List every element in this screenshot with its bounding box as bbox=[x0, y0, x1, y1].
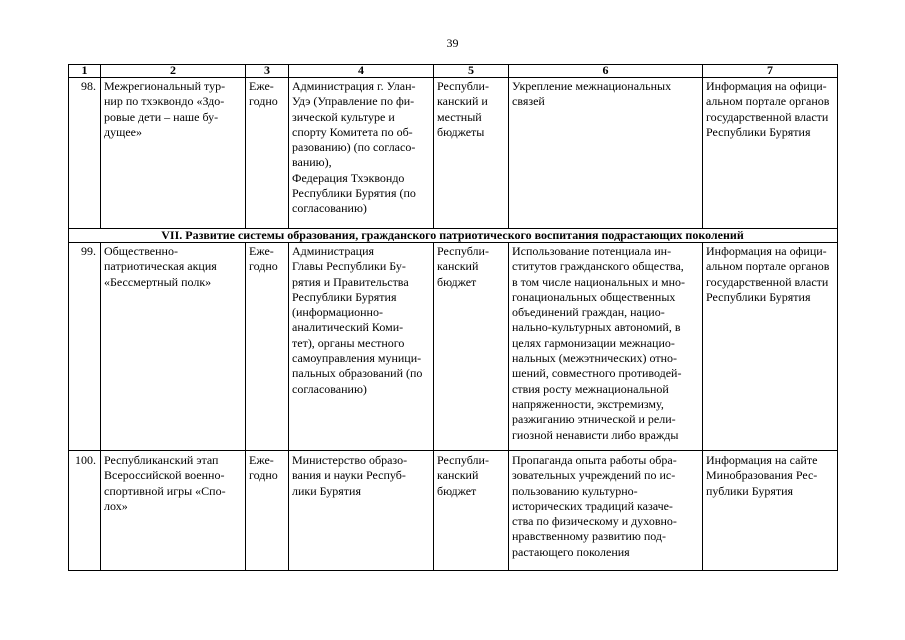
column-header-3: 3 bbox=[264, 64, 270, 77]
row-number: 100. bbox=[75, 453, 96, 467]
event-funding: Республи- канский бюджет bbox=[437, 453, 489, 498]
event-funding: Республи- канский и местный бюджеты bbox=[437, 79, 489, 139]
column-header-2: 2 bbox=[170, 64, 176, 77]
event-executor: Администрация Главы Республики Бу- рятия и Правительства Республики Бурятия (информационно- аналитический Коми- тет), органы местного самоуправления муници- пальных образований (по согласованию) bbox=[292, 244, 423, 396]
event-period: Еже- годно bbox=[249, 244, 278, 274]
row-number: 99. bbox=[81, 244, 96, 258]
column-header-4: 4 bbox=[358, 64, 364, 77]
event-name: Общественно- патриотическая акция «Бессмертный полк» bbox=[104, 244, 217, 289]
column-header-6: 6 bbox=[602, 64, 609, 77]
column-header-5: 5 bbox=[468, 64, 474, 77]
event-name: Межрегиональный тур- нир по тхэквондо «Здо- ровые дети – наше бу- дущее» bbox=[104, 79, 226, 139]
event-funding: Республи- канский бюджет bbox=[437, 244, 489, 289]
event-name: Республиканский этап Всероссийской военно- спортивной игры «Спо- лох» bbox=[104, 453, 226, 513]
column-header-1: 1 bbox=[81, 64, 88, 77]
event-period: Еже- годно bbox=[249, 453, 278, 483]
section-title: VII. Развитие системы образования, гражданского патриотического воспитания подрастающих поколений bbox=[161, 228, 744, 242]
event-period: Еже- годно bbox=[249, 79, 278, 109]
event-result: Укрепление межнациональных связей bbox=[512, 79, 672, 109]
row-number: 98. bbox=[81, 79, 96, 93]
event-executor: Министерство образо- вания и науки Респуб- лики Бурятия bbox=[292, 453, 408, 498]
event-result: Пропаганда опыта работы обра- зовательных учреждений по ис- пользованию культурно- исторических традиций казаче- ства по физическому и духовно- нравственному развитию под- растающего поколения bbox=[512, 453, 677, 559]
event-indicator: Информация на офици- альном портале органов государственной власти Республики Бурятия bbox=[706, 79, 830, 139]
page-number: 39 bbox=[446, 36, 459, 50]
event-indicator: Информация на офици- альном портале органов государственной власти Республики Бурятия bbox=[706, 244, 830, 304]
event-executor: Администрация г. Улан- Удэ (Управление по фи- зической культуре и спорту Комитета по об- разованию) (по согласо- ванию), Федерация Тхэквондо Республики Бурятия (по согласованию) bbox=[292, 79, 416, 216]
event-indicator: Информация на сайте Минобразования Рес- публики Бурятия bbox=[706, 453, 818, 498]
event-result: Использование потенциала ин- ститутов гражданского общества, в том числе национальных и мно- гонациональных общественных объединений граждан, нацио- нально-культурных автономий, в целях гармонизации межнацио- нальных (межэтнических) отно- шений, совместного противодей- ствия росту межнациональной напряженности, экстремизму, разжиганию этнической и рели- гиозной ненависти либо вражды bbox=[512, 244, 686, 442]
column-header-7: 7 bbox=[767, 64, 773, 77]
